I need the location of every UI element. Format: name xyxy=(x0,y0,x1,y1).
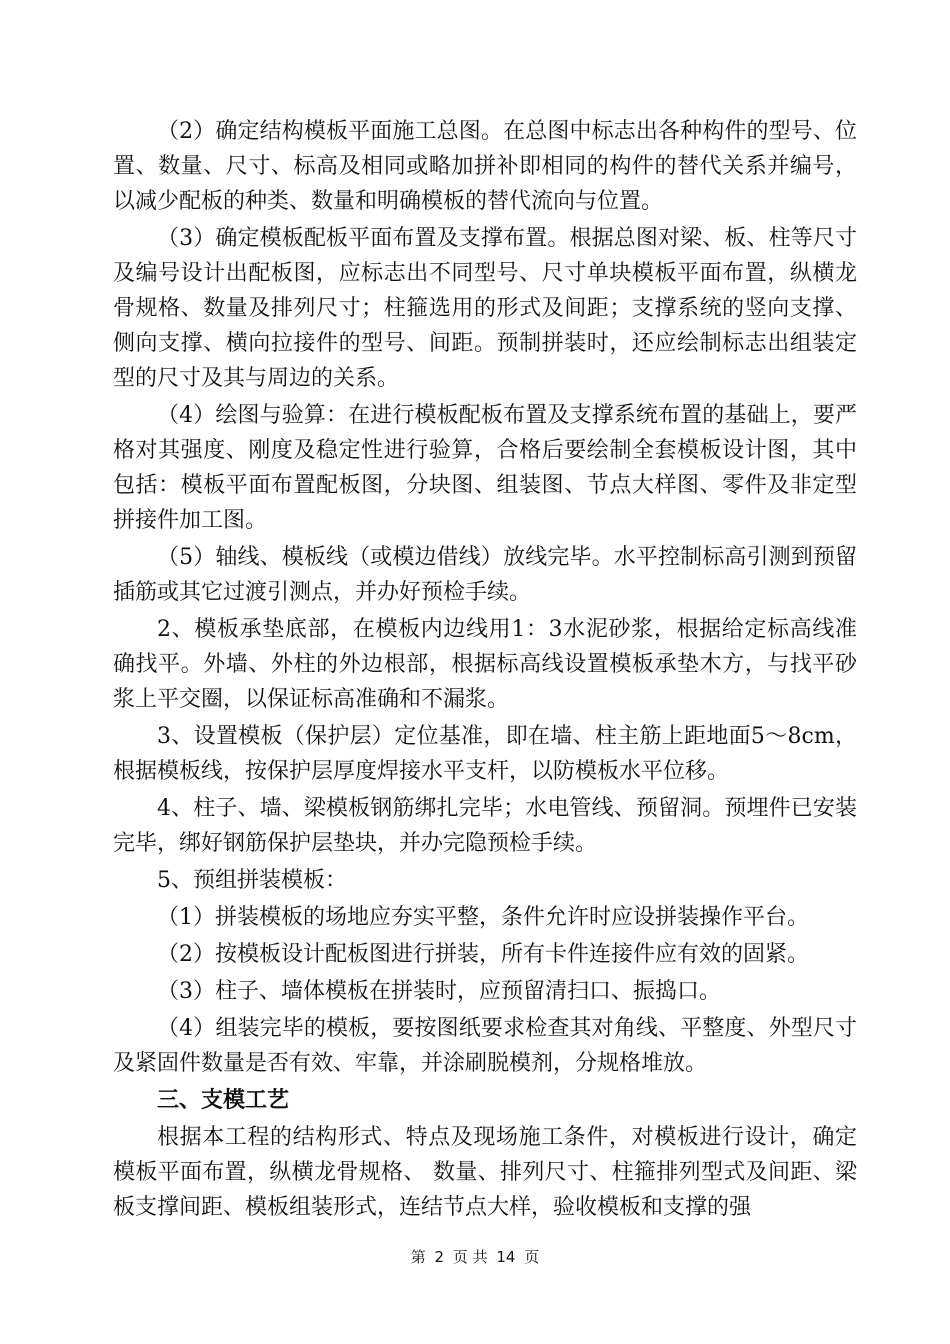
footer-total-pages: 14 xyxy=(496,1248,516,1266)
paragraph-formwork-process: 根据本工程的结构形式、特点及现场施工条件，对模板进行设计，确定模板平面布置，纵横龙骨规格、 数量、排列尺寸、柱箍排列型式及间距、梁板支撑间距、模板组装形式，连结节点大样，验收模板和支撑的强 xyxy=(113,1125,857,1220)
footer-page-number: 2 xyxy=(434,1248,445,1266)
subitem-1-site: （1）拼装模板的场地应夯实平整，条件允许时应设拼装操作平台。 xyxy=(157,905,809,930)
footer-prefix: 第 xyxy=(410,1248,426,1266)
item-5-preassembly: 5、预组拼装模板： xyxy=(157,868,347,893)
section-heading: 三、支模工艺 xyxy=(157,1087,290,1113)
subitem-4-inspection: （4）组装完毕的模板，要按图纸要求检查其对角线、平整度、外型尺寸及紧固件数量是否有效、牢靠，并涂刷脱模剂，分规格堆放。 xyxy=(113,1016,857,1076)
subitem-2-assembly: （2）按模板设计配板图进行拼装，所有卡件连接件应有效的固紧。 xyxy=(157,942,809,967)
item-2-formwork-base: 2、模板承垫底部，在模板内边线用1：3水泥砂浆，根据给定标高线准确找平。外墙、外柱的外边根部，根据标高线设置模板承垫木方，与找平砂浆上平交圈，以保证标高准确和不漏浆。 xyxy=(113,617,857,712)
item-3-positioning: 3、设置模板（保护层）定位基准，即在墙、柱主筋上距地面5～8cm，根据模板线，按保护层厚度焊接水平支杆，以防模板水平位移。 xyxy=(113,724,857,784)
paragraph-5-axis-lines: （5）轴线、模板线（或模边借线）放线完毕。水平控制标高引测到预留插筋或其它过渡引测点，并办好预检手续。 xyxy=(113,545,857,605)
page-footer xyxy=(0,1246,950,1267)
footer-middle: 页 共 xyxy=(452,1248,488,1266)
body-text xyxy=(113,114,857,1227)
footer-suffix: 页 xyxy=(524,1248,540,1266)
paragraph-3-layout-plan: （3）确定模板配板平面布置及支撑布置。根据总图对梁、板、柱等尺寸及编号设计出配板图，应标志出不同型号、尺寸单块模板平面布置，纵横龙骨规格、数量及排列尺寸；柱箍选用的形式及间距；支撑系统的竖向支撑、侧向支撑、横向拉接件的型号、间距。预制拼装时，还应绘制标志出组装定型的尺寸及其与周边的关系。 xyxy=(113,226,857,391)
subitem-3-cleanout: （3）柱子、墙体模板在拼装时，应预留清扫口、振捣口。 xyxy=(157,979,721,1004)
paragraph-4-drawing-check: （4）绘图与验算：在进行模板配板布置及支撑系统布置的基础上，要严格对其强度、刚度及稳定性进行验算，合格后要绘制全套模板设计图，其中包括：模板平面布置配板图，分块图、组装图、节点大样图、零件及非定型拼接件加工图。 xyxy=(113,403,857,533)
paragraph-2-structure-plan: （2）确定结构模板平面施工总图。在总图中标志出各种构件的型号、位置、数量、尺寸、标高及相同或略加拼补即相同的构件的替代关系并编号，以减少配板的种类、数量和明确模板的替代流向与位置。 xyxy=(113,119,857,214)
item-4-rebar-complete: 4、柱子、墙、梁模板钢筋绑扎完毕；水电管线、预留洞。预埋件已安装完毕，绑好钢筋保护层垫块，并办完隐预检手续。 xyxy=(113,796,857,856)
